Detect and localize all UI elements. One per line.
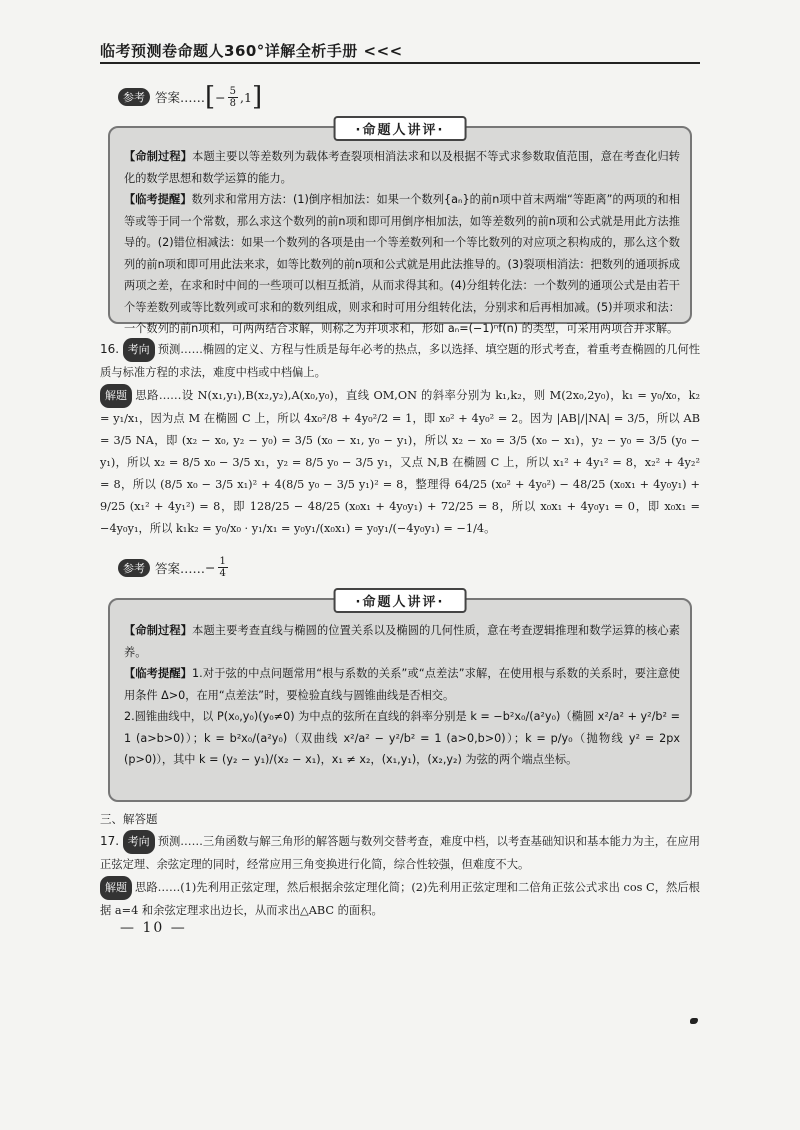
answer-line [118, 556, 230, 579]
solution-badge: 解题 [100, 876, 132, 900]
scan-speck [690, 1018, 698, 1024]
header-rule [100, 62, 700, 64]
commentary-paragraph [124, 189, 680, 340]
commentary-tag: 【临考提醒】 [124, 667, 193, 680]
right-bracket: ] [251, 82, 263, 112]
reference-badge: 参考 [118, 559, 150, 577]
solution-label: 思路…… [135, 389, 182, 402]
book-title: 临考预测卷命题人360°详解全析手册 <<< [100, 42, 403, 60]
left-bracket: [ [205, 82, 216, 112]
question-prediction [100, 830, 700, 876]
commentary-box [108, 595, 692, 802]
prediction-badge: 考向 [123, 338, 155, 362]
question-number: 16. [100, 342, 120, 356]
commentary-paragraph [124, 146, 680, 189]
answer-numerator: 1 [219, 556, 226, 567]
commentary-text [124, 620, 680, 771]
answer-line [118, 84, 262, 110]
commentary-paragraph [124, 706, 680, 771]
answer-label: 答案…… [155, 90, 206, 105]
question-solution [100, 384, 700, 540]
answer-numerator: 5 [229, 85, 237, 97]
reference-badge: 参考 [118, 88, 150, 106]
section-heading: 三、解答题 [100, 812, 158, 826]
commentary-body: 数列求和常用方法：(1)倒序相加法：如果一个数列{aₙ}的前n项中首末两端“等距离”的两项的和相等或等于同一个常数，那么求这个数列的前n项和即可用倒序相加法，如等差数列的前n项和公式就是用此方法推导的。(2)错位相减法：如果一个数列的各项是由一个等差数列和一个等比数列的对应项之积构成的，那么这个数列的前n项和即可用此法来求，如等比数列的前n项和公式就是用此法推导的。(3)裂项相消法：把数列的通项拆成两项之差，在求和时中间的一些项可以相互抵消，从而求得其和。(4)分组转化法：一个数列的通项公式是由若干个等差数列或等比数列或可求和的数列组成，则求和时可用分组转化法，分别求和后再相加减。(5)并项求和法：一个数列的前n项和，可两两结合求解，则称之为并项求和，形如 aₙ=(−1)ⁿf(n) 的类型，可采用两项合并求解。 [124, 193, 680, 335]
answer-tail: ,1 [240, 89, 252, 105]
commentary-paragraph [124, 620, 680, 663]
answer-fraction [218, 556, 228, 579]
prediction-label: 预测…… [157, 343, 203, 356]
solution-badge: 解题 [100, 384, 132, 408]
commentary-title: ·命题人讲评· [334, 588, 467, 613]
question-number: 17. [100, 834, 120, 848]
commentary-box [108, 123, 692, 335]
page-header [100, 40, 700, 61]
commentary-body: 1.对于弦的中点问题常用“根与系数的关系”或“点差法”求解，在使用根与系数的关系时，要注意使用条件 Δ>0，在用“点差法”时，要检验直线与圆锥曲线是否相交。 [124, 667, 680, 702]
answer-sign: − [205, 560, 216, 575]
prediction-label: 预测…… [157, 835, 203, 848]
solution-text: 设 N(x₁,y₁),B(x₂,y₂),A(x₀,y₀)，直线 OM,ON 的斜率分别为 k₁,k₂，则 M(2x₀,2y₀)，k₁ = y₀/x₀，k₂ = y₁/x₁，因为点 M 在椭圆 C 上，所以 4x₀²/8 + 4y₀²/2 = 1，即 x₀² + 4y₀² = 2。因为 |AB|/|NA| = 3/5，所以 AB = 3/5 NA，即 (x₂ − x₀, y₂ − y₀) = 3/5 (x₀ − x₁, y₀ − y₁)，所以 x₂ − x₀ = 3/5 (x₀ − x₁)，y₂ − y₀ = 3/5 (y₀ − y₁)，所以 x₂ = 8/5 x₀ − 3/5 x₁，y₂ = 8/5 y₀ − 3/5 y₁，又点 N,B 在椭圆 C 上，所以 x₁² + 4y₁² = 8，x₂² + 4y₂² = 8，所以 (8/5 x₀ − 3/5 x₁)² + 4(8/5 y₀ − 3/5 y₁)² = 8，整理得 64/25 (x₀² + 4y₀²) − 48/25 (x₀x₁ + 4y₀y₁) + 9/25 (x₁² + 4y₁²) = 8，即 128/25 − 48/25 (x₀x₁ + 4y₀y₁) + 72/25 = 8，所以 x₀x₁ + 4y₀y₁ = 0，即 x₀x₁ = −4y₀y₁，所以 k₁k₂ = y₀/x₀ · y₁/x₁ = y₀y₁/(x₀x₁) = y₀y₁/(−4y₀y₁) = −1/4。 [100, 389, 700, 535]
question-16 [100, 338, 700, 540]
answer-sign: − [215, 89, 226, 105]
solution-label: 思路…… [135, 881, 181, 894]
commentary-body: 本题主要以等差数列为载体考查裂项相消法求和以及根据不等式求参数取值范围，意在考查化归转化的数学思想和数学运算的能力。 [124, 150, 680, 185]
answer-denominator: 4 [219, 568, 226, 579]
commentary-text [124, 146, 680, 340]
prediction-badge: 考向 [123, 830, 155, 854]
commentary-paragraph [124, 663, 680, 706]
question-17 [100, 830, 700, 922]
page-number: — 10 — [120, 920, 187, 936]
answer-label: 答案…… [155, 560, 206, 576]
commentary-body: 本题主要考查直线与椭圆的位置关系以及椭圆的几何性质，意在考查逻辑推理和数学运算的核心素养。 [124, 624, 680, 659]
prediction-text: 三角函数与解三角形的解答题与数列交替考查，难度中档，以考查基础知识和基本能力为主，在应用正弦定理、余弦定理的同时，经常应用三角变换进行化简，综合性较强，但难度不大。 [100, 835, 700, 871]
commentary-body: 2.圆锥曲线中，以 P(x₀,y₀)(y₀≠0) 为中点的弦所在直线的斜率分别是 k = −b²x₀/(a²y₀)（椭圆 x²/a² + y²/b² = 1 (a>b>0)）；k = b²x₀/(a²y₀)（双曲线 x²/a² − y²/b² = 1 (a>0,b>0)）；k = p/y₀（抛物线 y² = 2px (p>0)），其中 k = (y₂ − y₁)/(x₂ − x₁)，x₁ ≠ x₂，(x₁,y₁)，(x₂,y₂) 为弦的两个端点坐标。 [124, 710, 680, 766]
question-solution [100, 876, 700, 922]
commentary-tag: 【命制过程】 [124, 150, 193, 163]
answer-fraction [228, 86, 238, 109]
prediction-text: 椭圆的定义、方程与性质是每年必考的热点，多以选择、填空题的形式考查，着重考查椭圆的几何性质与标准方程的求法，难度中档或中档偏上。 [100, 343, 700, 379]
commentary-title: ·命题人讲评· [334, 116, 467, 141]
commentary-tag: 【命制过程】 [124, 624, 193, 637]
answer-denominator: 8 [229, 97, 237, 109]
solution-text: (1)先利用正弦定理，然后根据余弦定理化简；(2)先利用正弦定理和二倍角正弦公式求出 cos C，然后根据 a=4 和余弦定理求出边长，从而求出△ABC 的面积。 [100, 881, 700, 917]
commentary-tag: 【临考提醒】 [124, 193, 192, 206]
question-prediction [100, 338, 700, 384]
